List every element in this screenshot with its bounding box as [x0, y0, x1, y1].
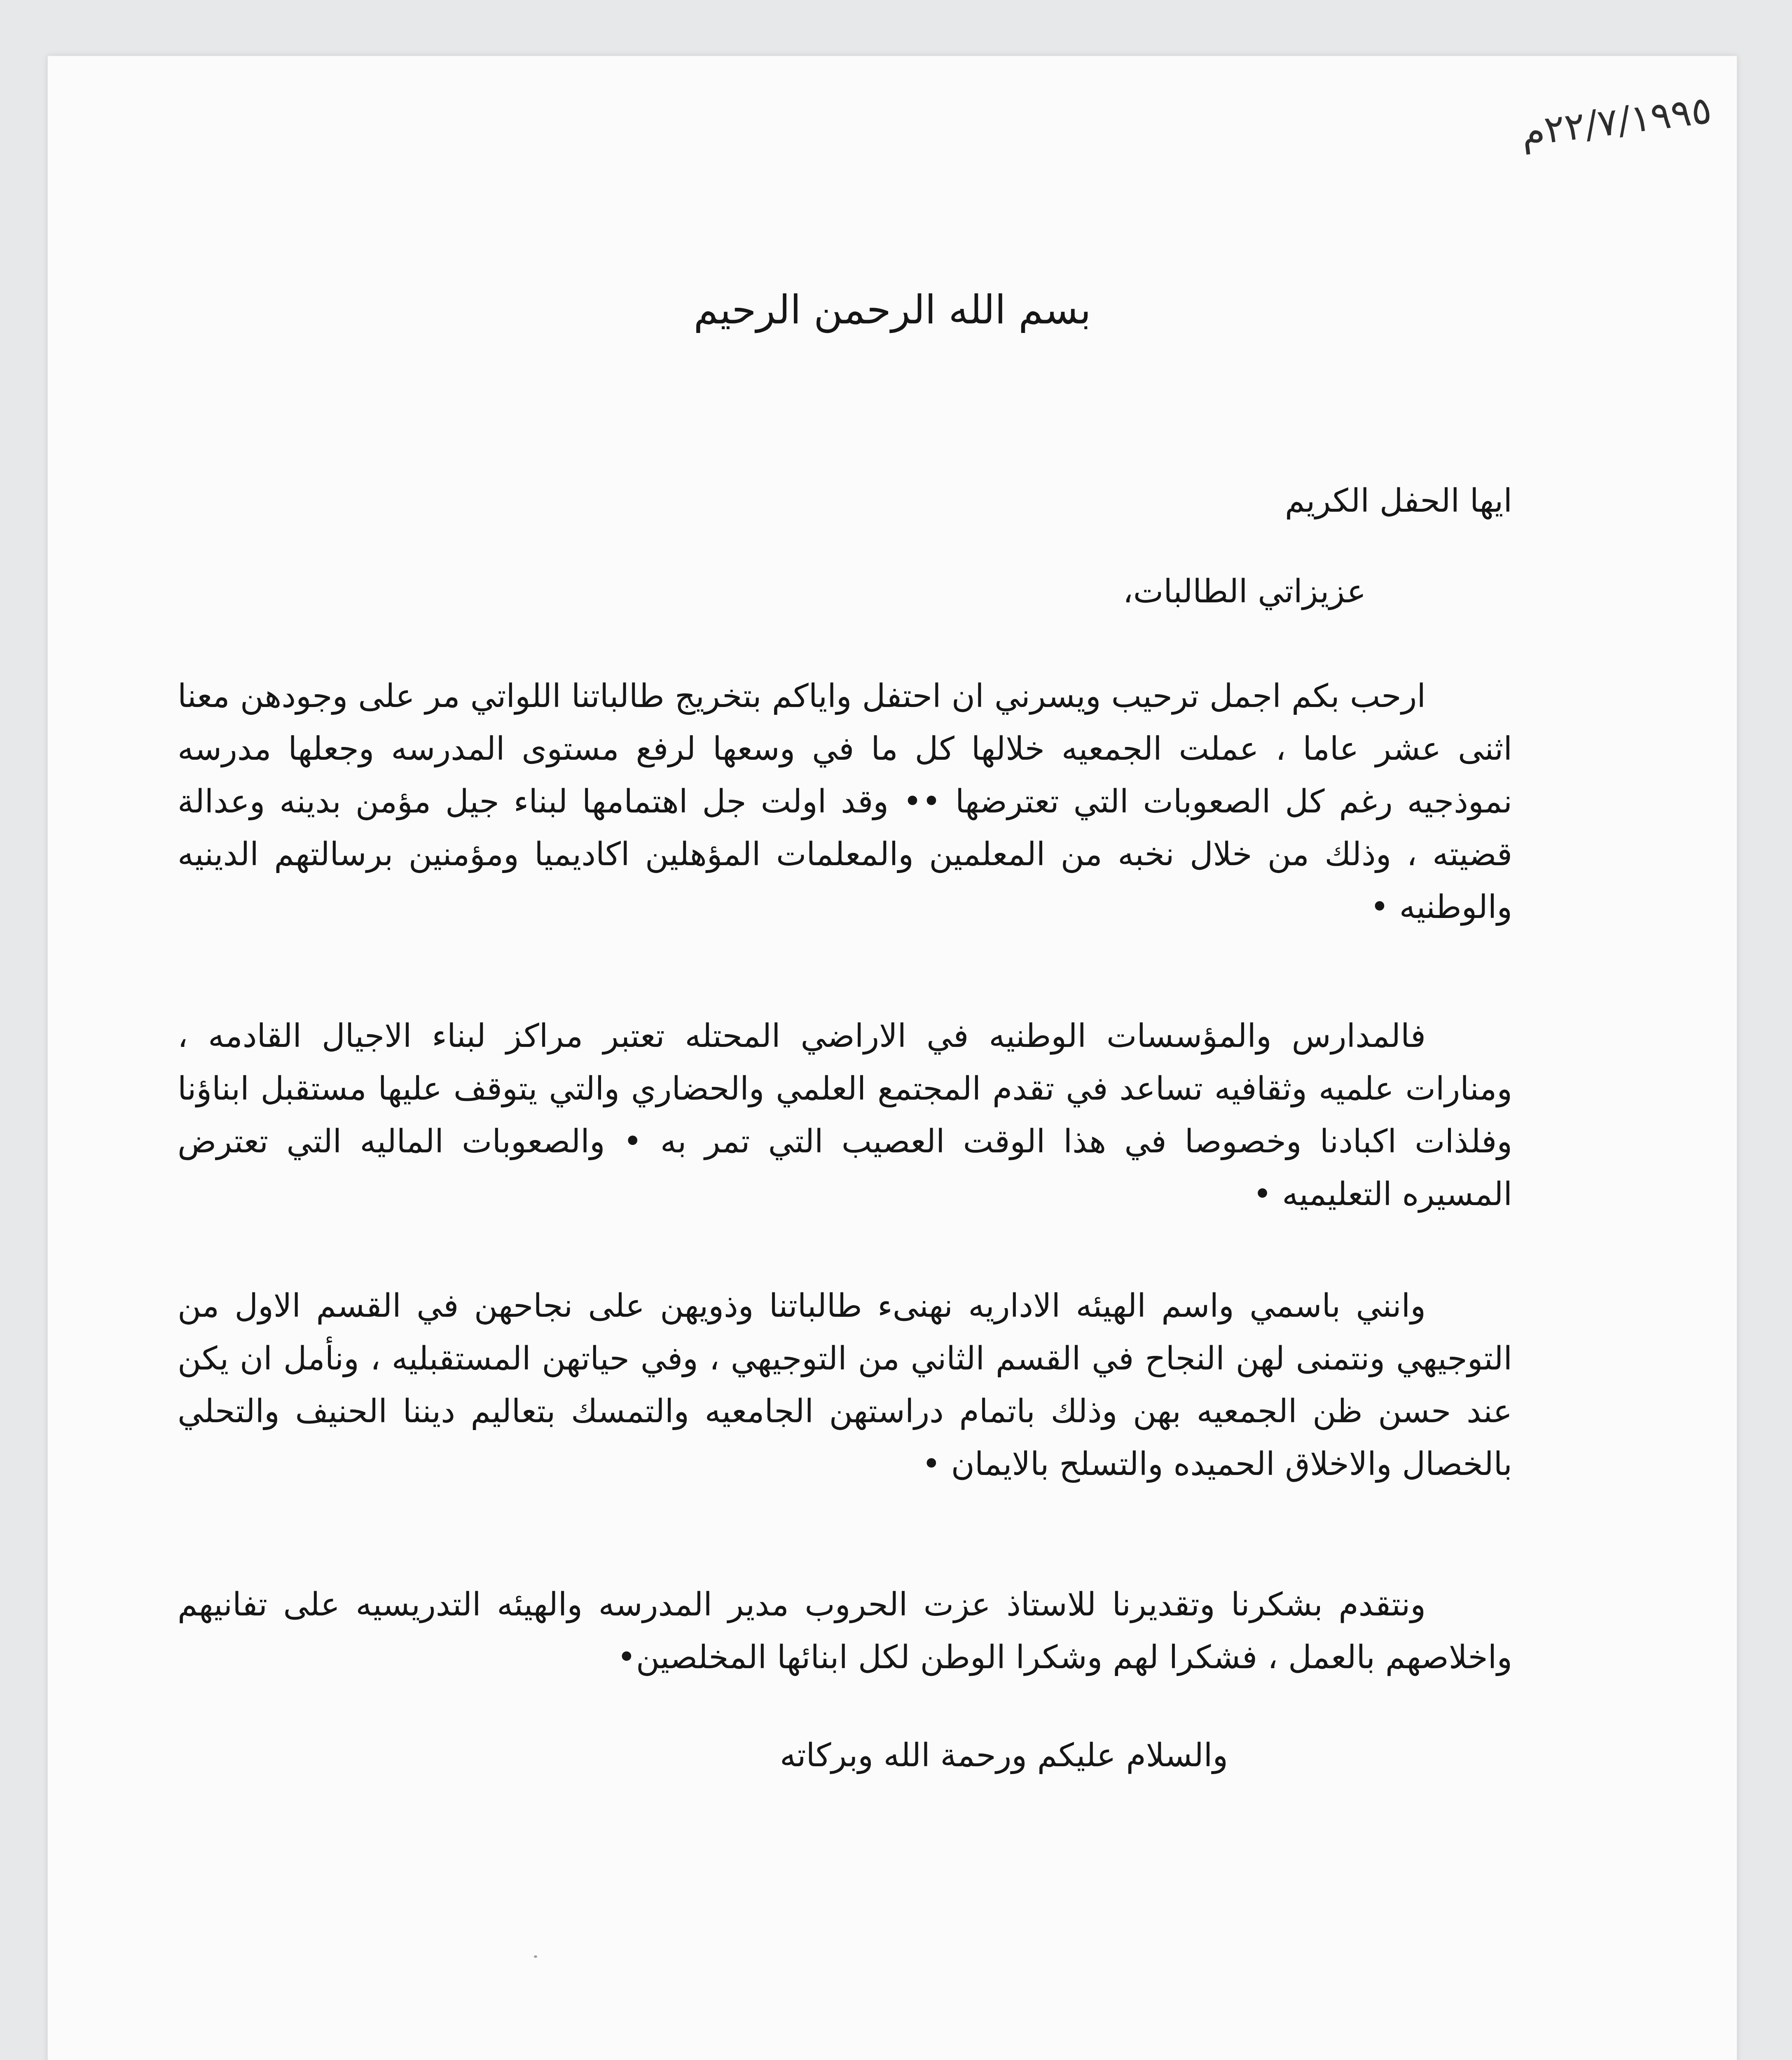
paragraph-thanks: [178, 1578, 1512, 1684]
paper-speck: [534, 1955, 537, 1958]
closing-line: والسلام عليكم ورحمة الله وبركاته: [780, 1737, 1228, 1774]
basmala-heading: بسم الله الرحمن الرحيم: [693, 287, 1091, 333]
paragraph-welcome: [178, 670, 1512, 934]
paragraph-congratulations: [178, 1280, 1512, 1491]
greeting-line: ايها الحفل الكريم: [1284, 482, 1512, 520]
greeting-students: عزيزاتي الطالبات،: [1123, 573, 1366, 610]
paragraph-text: ونتقدم بشكرنا وتقديرنا للاستاذ عزت الحروب مدير المدرسه والهيئه التدريسيه على تفانيهم واخلاصهم بالعمل ، فشكرا لهم وشكرا الوطن لكل ابنائها المخلصين•: [178, 1586, 1512, 1676]
paragraph-institutions: [178, 1010, 1512, 1221]
paragraph-text: وانني باسمي واسم الهيئه الاداريه نهنىء طالباتنا وذويهن على نجاحهن في القسم الاول من التوجيهي ونتمنى لهن النجاح في القسم الثاني من التوجيهي ، وفي حياتهن المستقبليه ، ونأمل ان يكن عند حسن ظن الجمعيه بهن وذلك باتمام دراستهن الجامعيه والتمسك بتعاليم ديننا الحنيف والتحلي بالخصال والاخلاق الحميده والتسلح بالايمان •: [178, 1288, 1512, 1483]
handwritten-date: ٢٢/٧/١٩٩٥م: [1518, 88, 1714, 155]
paragraph-text: ارحب بكم اجمل ترحيب ويسرني ان احتفل واياكم بتخريج طالباتنا اللواتي مر على وجودهن معنا اثنى عشر عاما ، عملت الجمعيه خلالها كل ما في وسعها لرفع مستوى المدرسه وجعلها مدرسه نموذجيه رغم كل الصعوبات التي تعترضها •• وقد اولت جل اهتمامها لبناء جيل مؤمن بدينه وعدالة قضيته ، وذلك من خلال نخبه من المعلمين والمعلمات المؤهلين اكاديميا ومؤمنين برسالتهم الدينيه والوطنيه •: [178, 678, 1512, 926]
paragraph-text: فالمدارس والمؤسسات الوطنيه في الاراضي المحتله تعتبر مراكز لبناء الاجيال القادمه ، ومنارات علميه وثقافيه تساعد في تقدم المجتمع العلمي والحضاري والتي يتوقف عليها مستقبل ابناؤنا وفلذات اكبادنا وخصوصا في هذا الوقت العصيب التي تمر به • والصعوبات الماليه التي تعترض المسيره التعليميه •: [178, 1018, 1512, 1213]
letter-page: [47, 56, 1737, 2060]
